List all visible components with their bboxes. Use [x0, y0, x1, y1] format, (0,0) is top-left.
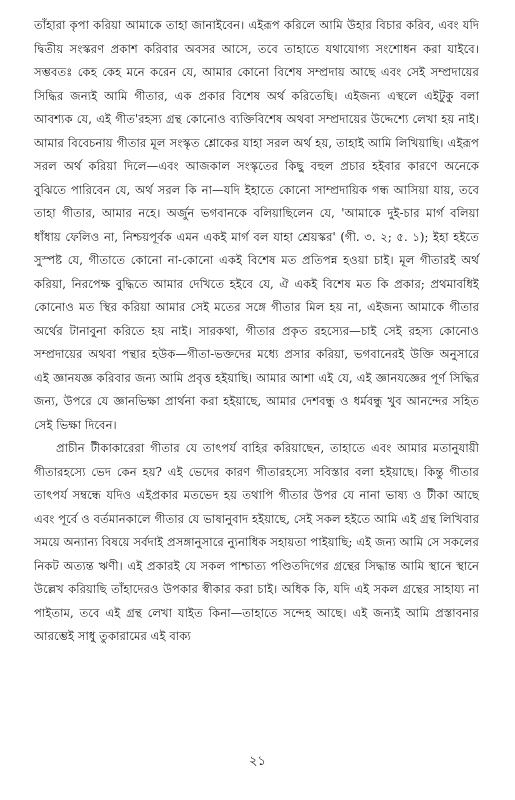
body-paragraph-1: তাঁহারা কৃপা করিয়া আমাকে তাহা জানাইবেন। এইরূপ করিলে আমি উহার বিচার করিব, এবং যদি দ্বিতীয় সংস্করণ প্রকাশ করিবার অবসর আসে, তবে তাহাতে যথাযোগ্য সংশোধন করা যাইবে। সম্ভবতঃ কেহ কেহ মনে করেন যে, আমার কোনো বিশেষ সম্প্রদায় আছে এবং সেই সম্প্রদায়ের সিদ্ধির জন্যই আমি গীতার, এক প্রকার বিশেষ অর্থ করিতেছি। এইজন্য এস্থলে এইটুকু বলা আবশ্যক যে, এই গীত'রহস্য গ্রন্থ কোনোও ব্যক্তিবিশেষ অথবা সম্প্রদায়ের উদ্দেশ্যে লেখা হয় নাই। আমার বিবেচনায় গীতার মূল সংস্কৃত শ্লোকের যাহা সরল অর্থ হয়, তাহাই আমি লিখিয়াছি। এইরূপ সরল অর্থ করিয়া দিলে—এবং আজকাল সংস্কৃতের কিছু বহুল প্রচার হইবার কারণে অনেকে বুঝিতে পারিবেন যে, অর্থ সরল কি না—যদি ইহাতে কোনো সাম্প্রদায়িক গন্ধ আসিয়া যায়, তবে তাহা গীতার, আমার নহে। অর্জুন ভগবানকে বলিয়াছিলেন যে, 'আমাকে দুই-চার মার্গ বলিয়া ধাঁধায় ফেলিও না, নিশ্চয়পূর্বক এমন একই মার্গ বল যাহা শ্রেয়স্কর' (গী. ৩. ২; ৫. ১); ইহা হইতে সুস্পষ্ট যে, গীতাতে কোনো না-কোনো একই বিশেষ মত প্রতিপন্ন হওয়া চাই। মূল গীতারই অর্থ করিয়া, নিরপেক্ষ বুদ্ধিতে আমার দেখিতে হইবে যে, ঐ একই বিশেষ মত কি প্রকার; প্রথমাবধিই কোনোও মত স্থির করিয়া আমার সেই মতের সঙ্গে গীতার মিল হয় না, এইজন্য আমাকে গীতার অর্থের টানাবুনা করিতে হয় নাই। সারকথা, গীতার প্রকৃত রহস্যের—চাই সেই রহস্য কোনোও সম্প্রদায়ের অথবা পন্থার হউক—গীতা-ভক্তদের মধ্যে প্রসার করিয়া, ভগবানেরই উক্তি অনুসারে এই জ্ঞানযজ্ঞ করিবার জন্য আমি প্রবৃত্ত হইয়াছি। আমার আশা এই যে, এই জ্ঞানযজ্ঞের পূর্ণ সিদ্ধির জন্য, উপরে যে জ্ঞানভিক্ষা প্রার্থনা করা হইয়াছে, আমার দেশবন্ধু ও ধর্মবন্ধু খুব আনন্দের সহিত সেই ভিক্ষা দিবেন।: [34, 18, 479, 432]
body-paragraph-2: প্রাচীন টীকাকারেরা গীতার যে তাৎপর্য বাহির করিয়াছেন, তাহাতে এবং আমার মতানুযায়ী গীতারহস্যে ভেদ কেন হয়? এই ভেদের কারণ গীতারহস্যে সবিস্তার বলা হইয়াছে। কিন্তু গীতার তাৎপর্য সম্বন্ধে যদিও এইপ্রকার মতভেদ হয় তথাপি গীতার উপর যে নানা ভাষ্য ও টীকা আছে এবং পূর্বে ও বর্তমানকালে গীতার যে ভাষানুবাদ হইয়াছে, সেই সকল হইতে আমি এই গ্রন্থ লিখিবার সময়ে অন্যান্য বিষয়ে সর্বদাই প্রসঙ্গানুসারে ন্যুনাধিক সহায়তা পাইয়াছি; এই জন্য আমি সে সকলের নিকট অত্যন্ত ঋণী। এই প্রকারই যে সকল পাশ্চাত্য পণ্ডিতদিগের গ্রন্থের সিদ্ধান্ত আমি স্থানে স্থানে উল্লেখ করিয়াছি তাঁহাদেরও উপকার স্বীকার করা চাই। অধিক কি, যদি এই সকল গ্রন্থের সাহায্য না পাইতাম, তবে এই গ্রন্থ লেখা যাইত কিনা—তাহাতে সন্দেহ আছে। এই জন্যই আমি প্রস্তাবনার আরম্ভেই সাধু তুকারামের এই বাক্য: [34, 441, 479, 643]
page-number: ২১: [249, 754, 266, 769]
